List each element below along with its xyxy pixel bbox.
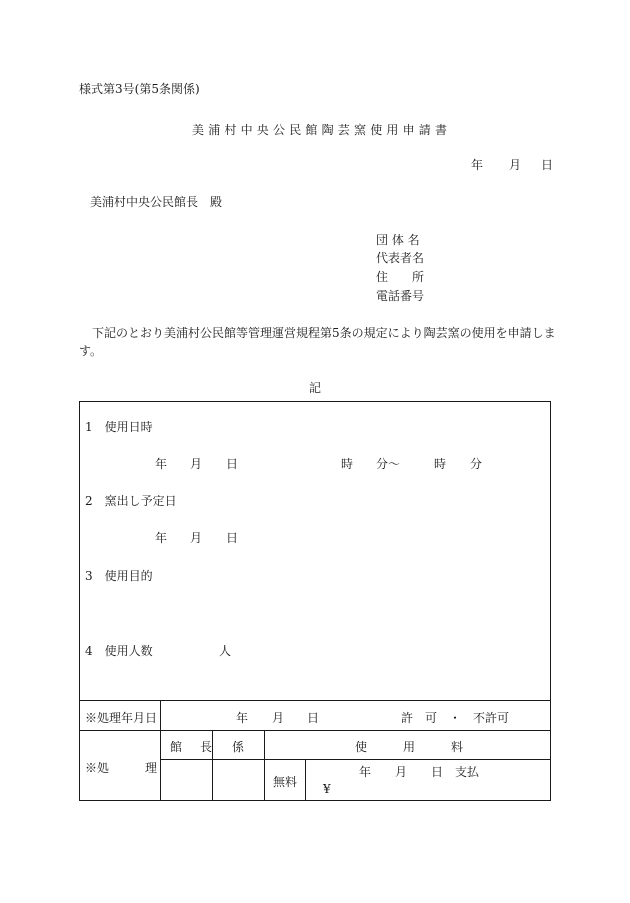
representative-label: 代表者名 <box>376 251 425 265</box>
table-divider <box>79 730 551 731</box>
item1-hour-start: 時 <box>341 457 354 471</box>
body-text-line2: す。 <box>79 344 103 358</box>
yen-symbol: ¥ <box>323 782 331 796</box>
table-divider <box>264 730 265 801</box>
item1-month: 月 <box>190 457 203 471</box>
permit-status: 許 可 ・ 不許可 <box>401 711 510 725</box>
item2-year: 年 <box>155 531 168 545</box>
handling-label: ※処 理 <box>85 761 158 775</box>
fee-header: 使 用 料 <box>355 740 464 754</box>
body-text-line1: 下記のとおり美浦村公民館等管理運営規程第5条の規定により陶芸窯の使用を申請しま <box>92 326 556 340</box>
item1-year: 年 <box>155 457 168 471</box>
table-divider <box>79 700 551 701</box>
processing-month: 月 <box>272 711 285 725</box>
staff-header: 係 <box>232 740 245 754</box>
item1-hour-end: 時 <box>434 457 447 471</box>
form-number: 様式第3号(第5条関係) <box>79 82 200 96</box>
item1-label: 1 使用日時 <box>85 420 153 434</box>
payment-date-line: 年 月 日 支払 <box>359 765 480 779</box>
address-label: 住 所 <box>376 270 425 284</box>
processing-year: 年 <box>236 711 249 725</box>
item1-min-end: 分 <box>470 457 483 471</box>
item4-label: 4 使用人数 <box>85 644 153 658</box>
item1-min-start: 分〜 <box>376 457 401 471</box>
item4-unit: 人 <box>219 644 232 658</box>
table-divider <box>305 759 306 801</box>
item2-label: 2 窯出し予定日 <box>85 494 177 508</box>
date-year: 年 <box>471 158 484 172</box>
group-name-label: 団 体 名 <box>376 233 420 247</box>
item2-month: 月 <box>190 531 203 545</box>
item2-day: 日 <box>226 531 239 545</box>
page-title: 美浦村中央公民館陶芸窯使用申請書 <box>192 123 452 137</box>
addressee: 美浦村中央公民館長 殿 <box>90 195 223 209</box>
date-month: 月 <box>509 158 522 172</box>
date-day: 日 <box>541 158 554 172</box>
processing-day: 日 <box>307 711 320 725</box>
item1-day: 日 <box>226 457 239 471</box>
free-label: 無料 <box>273 775 298 789</box>
item3-label: 3 使用目的 <box>85 569 153 583</box>
ki-heading: 記 <box>309 381 322 395</box>
table-divider <box>160 700 161 801</box>
processing-date-label: ※処理年月日 <box>85 711 158 725</box>
director-header: 館 長 <box>170 740 216 754</box>
table-divider <box>160 759 551 760</box>
phone-label: 電話番号 <box>376 289 425 303</box>
